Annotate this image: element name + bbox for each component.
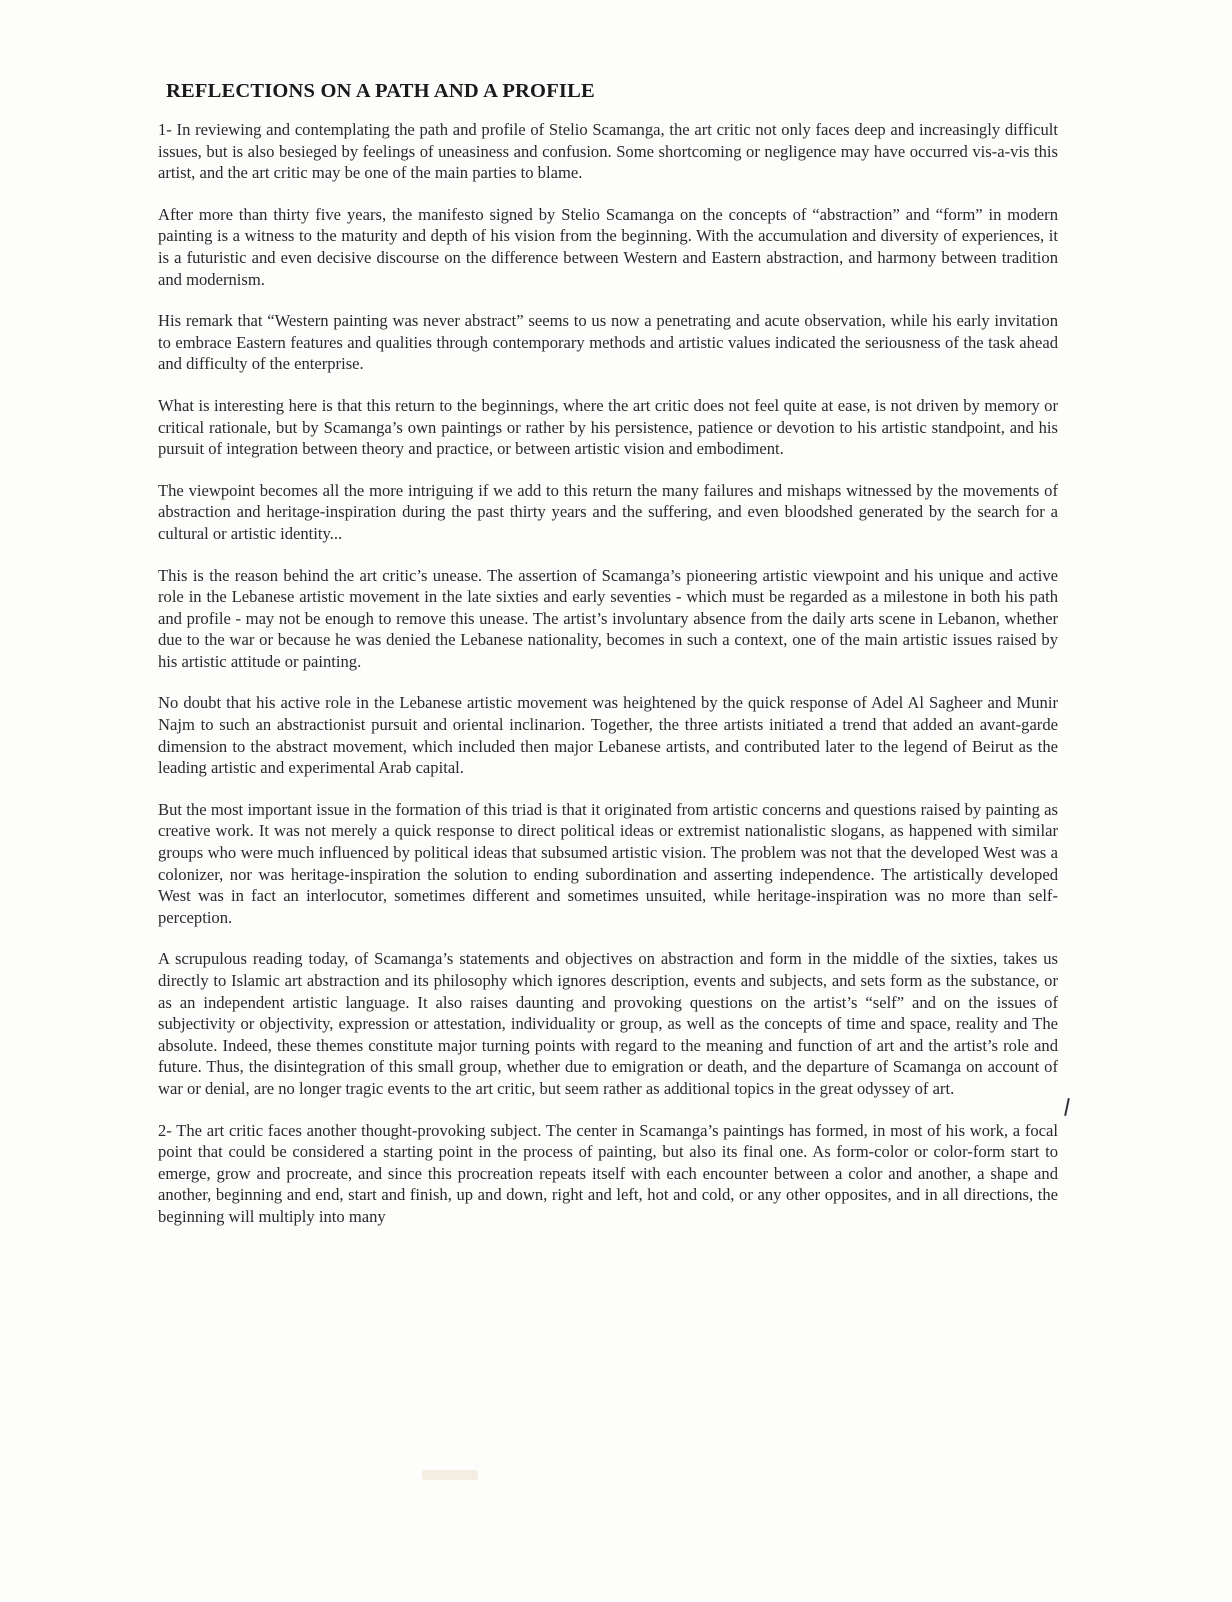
document-title: REFLECTIONS ON A PATH AND A PROFILE xyxy=(166,80,595,102)
paragraph-6: This is the reason behind the art critic’s unease. The assertion of Scamanga’s pioneering artistic viewpoint and his unique and active role in the Lebanese artistic movement in the late sixties and early seventies - which must be regarded as a milestone in both his path and profile - may not be enough to remove this unease. The artist’s involuntary absence from the daily arts scene in Lebanon, whether due to the war or because he was denied the Lebanese nationality, becomes in such a context, one of the main artistic issues raised by his artistic attitude or painting. xyxy=(158,565,1058,671)
paragraph-7: No doubt that his active role in the Lebanese artistic movement was heightened by the quick response of Adel Al Sagheer and Munir Najm to such an abstractionist pursuit and oriental inclinarion. Together, the three artists initiated a trend that added an avant-garde dimension to the abstract movement, which included then major Lebanese artists, and contributed later to the legend of Beirut as the leading artistic and experimental Arab capital. xyxy=(158,693,1058,778)
paragraph-8: But the most important issue in the formation of this triad is that it originated from artistic concerns and questions raised by painting as creative work. It was not merely a quick response to direct political ideas or extremist nationalistic slogans, as happened with similar groups who were much influenced by political ideas that subsumed artistic vision. The problem was not that the developed West was a colonizer, nor was heritage-inspiration the solution to ending subordination and asserting independence. The artistically developed West was in fact an interlocutor, sometimes different and sometimes unsuited, while heritage-inspiration was no more than self-perception. xyxy=(158,799,1058,927)
paragraph-10: 2- The art critic faces another thought-provoking subject. The center in Scamanga’s paintings has formed, in most of his work, a focal point that could be considered a starting point in the process of painting, but also its final one. As form-color or color-form start to emerge, grow and procreate, and since this procreation repeats itself with each encounter between a color and another, a shape and another, beginning and end, start and finish, up and down, right and left, hot and cold, or any other opposites, and in all directions, the beginning will multiply into many xyxy=(158,1120,1058,1226)
scan-smudge xyxy=(422,1470,478,1480)
paragraph-5: The viewpoint becomes all the more intriguing if we add to this return the many failures and mishaps witnessed by the movements of abstraction and heritage-inspiration during the past thirty years and the suffering, and even bloodshed generated by the search for a cultural or artistic identity... xyxy=(158,480,1058,543)
paragraph-3: His remark that “Western painting was never abstract” seems to us now a penetrating and acute observation, while his early invitation to embrace Eastern features and qualities through contemporary methods and artistic values indicated the seriousness of the task ahead and difficulty of the enterprise. xyxy=(158,311,1058,374)
margin-pen-mark xyxy=(1064,1098,1070,1116)
paragraph-9: A scrupulous reading today, of Scamanga’s statements and objectives on abstraction and form in the middle of the sixties, takes us directly to Islamic art abstraction and its philosophy which ignores description, events and subjects, and sets form as the substance, or as an independent artistic language. It also raises daunting and provoking questions on the artist’s “self” and on the issues of subjectivity or objectivity, expression or attestation, individuality or group, as well as the concepts of time and space, reality and The absolute. Indeed, these themes constitute major turning points with regard to the meaning and function of art and the artist’s role and future. Thus, the disintegration of this small group, whether due to emigration or death, and the departure of Scamanga on account of war or denial, are no longer tragic events to the art critic, but seem rather as additional topics in the great odyssey of art. xyxy=(158,949,1058,1098)
paragraph-4: What is interesting here is that this return to the beginnings, where the art critic does not feel quite at ease, is not driven by memory or critical rationale, but by Scamanga’s own paintings or rather by his persistence, patience or devotion to his artistic standpoint, and his pursuit of integration between theory and practice, or between artistic vision and embodiment. xyxy=(158,395,1058,459)
document-body xyxy=(158,80,1058,1248)
paragraph-1: 1- In reviewing and contemplating the path and profile of Stelio Scamanga, the art critic not only faces deep and increasingly difficult issues, but is also besieged by feelings of uneasiness and confusion. Some shortcoming or negligence may have occurred vis-a-vis this artist, and the art critic may be one of the main parties to blame. xyxy=(158,120,1058,183)
paragraph-2: After more than thirty five years, the manifesto signed by Stelio Scamanga on the concepts of “abstraction” and “form” in modern painting is a witness to the maturity and depth of his vision from the beginning. With the accumulation and diversity of experiences, it is a futuristic and even decisive discourse on the difference between Western and Eastern abstraction, and harmony between tradition and modernism. xyxy=(158,204,1058,289)
